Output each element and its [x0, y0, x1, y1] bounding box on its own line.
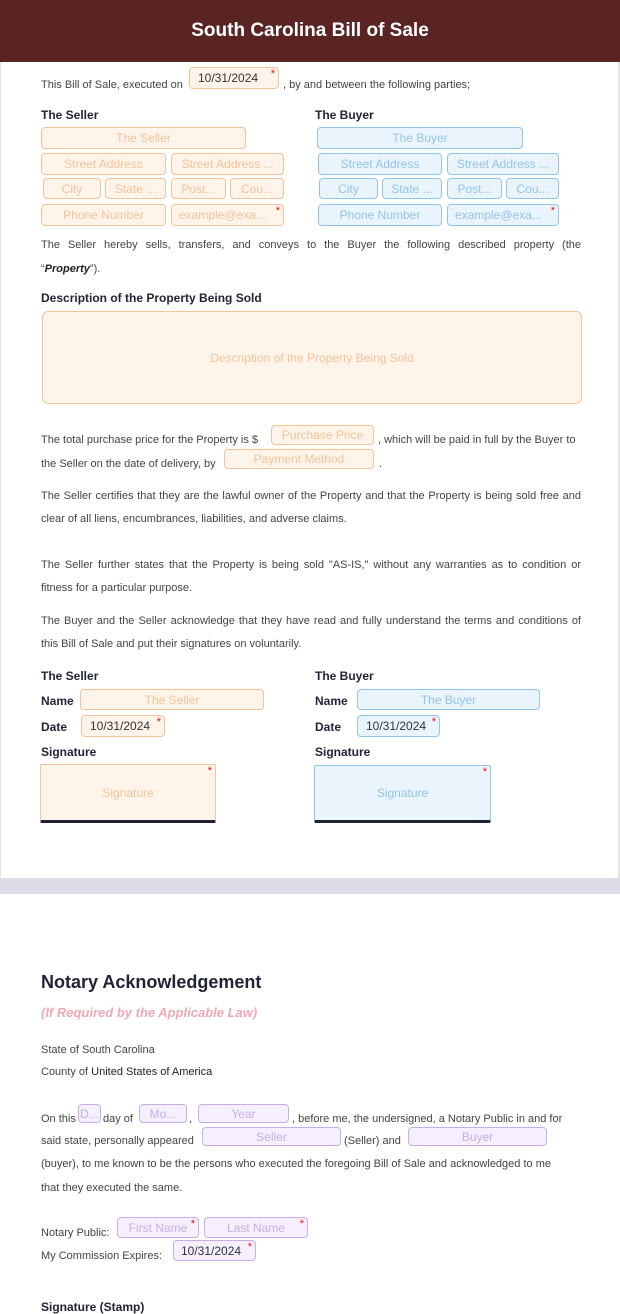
before-me-text: , before me, the undersigned, a Notary Public in and for — [292, 1113, 563, 1125]
buyer-postal-field[interactable]: Post... — [447, 178, 502, 199]
first-name-placeholder: First Name — [128, 1220, 188, 1235]
price-line-prefix: The total purchase price for the Property is $ — [41, 434, 259, 446]
notary-title: Notary Acknowledgement — [41, 972, 262, 992]
notary-subtitle: (If Required by the Applicable Law) — [41, 1005, 258, 1020]
seller-date-value: 10/31/2024 — [90, 719, 151, 733]
required-mark: * — [207, 765, 212, 777]
same-line: that they executed the same. — [41, 1182, 183, 1194]
day-of-text: day of — [103, 1113, 133, 1125]
required-mark: * — [550, 205, 555, 217]
delivery-line-prefix: the Seller on the date of delivery, by — [41, 458, 216, 470]
seller-street-address2-field[interactable]: Street Address ... — [171, 153, 284, 175]
last-name-placeholder: Last Name — [226, 1220, 286, 1235]
seller-country-field[interactable]: Cou... — [230, 178, 284, 199]
required-mark: * — [431, 716, 436, 728]
required-mark: * — [275, 205, 280, 217]
as-is-paragraph: The Seller further states that the Property is being sold "AS-IS," without any warranties as to condition or fitness for a particular purpose. — [41, 559, 581, 594]
buyer-signature-pad[interactable] — [314, 765, 491, 823]
buyer-country-field[interactable]: Cou... — [506, 178, 559, 199]
seller-city-field[interactable]: City — [43, 178, 101, 199]
county-value: United States of America — [91, 1066, 213, 1078]
purchase-price-field[interactable]: Purchase Price — [271, 425, 374, 445]
commission-label: My Commission Expires: — [41, 1250, 163, 1262]
buyer-date-label: Date — [315, 720, 342, 734]
buyer-date-value: 10/31/2024 — [366, 719, 427, 733]
buyer-name-label: Name — [315, 694, 348, 708]
acknowledge-paragraph: The Buyer and the Seller acknowledge that they have read and fully understand the terms and conditions of this Bill of Sale and put their signatures on voluntarily. — [41, 615, 581, 650]
property-term: Property — [44, 263, 90, 275]
notary-public-label: Notary Public: — [41, 1227, 110, 1239]
form-title: South Carolina Bill of Sale — [191, 20, 429, 41]
buyer-street-address-field[interactable]: Street Address — [318, 153, 442, 175]
buyer-heading: The Buyer — [315, 108, 374, 122]
buyer-name-field[interactable]: The Buyer — [317, 127, 523, 149]
conveys-quote-close: ”). — [89, 263, 101, 275]
intro-suffix: , by and between the following parties; — [283, 79, 471, 91]
property-description-heading: Description of the Property Being Sold — [41, 291, 262, 305]
required-mark: * — [482, 766, 487, 778]
seller-email-field[interactable] — [171, 204, 284, 226]
price-line-suffix: , which will be paid in full by the Buyer to — [378, 434, 576, 446]
seller-signature-placeholder: Signature — [102, 785, 154, 800]
buyer-street-address2-field[interactable]: Street Address ... — [447, 153, 559, 175]
notary-state-line: State of South Carolina — [41, 1044, 155, 1056]
stamp-label: Signature (Stamp) — [41, 1300, 145, 1314]
seller-postal-field[interactable]: Post... — [171, 178, 226, 199]
certify-paragraph: The Seller certifies that they are the lawful owner of the Property and that the Property is being sold free and clear of all liens, encumbrances, liabilities, and adverse claims. — [41, 490, 581, 525]
intro-prefix: This Bill of Sale, executed on — [41, 79, 183, 91]
payment-method-field[interactable]: Payment Method — [224, 449, 374, 469]
seller-signature-pad[interactable] — [40, 764, 216, 823]
notary-county-line — [41, 1066, 212, 1078]
seller-street-address-field[interactable]: Street Address — [41, 153, 166, 175]
appeared-text: said state, personally appeared — [41, 1135, 194, 1147]
signoff-buyer-heading: The Buyer — [315, 669, 374, 683]
buyer-phone-field[interactable]: Phone Number — [318, 204, 442, 226]
conveys-line-1: The Seller hereby sells, transfers, and conveys to the Buyer the following described property (the — [41, 239, 581, 251]
conveys-quote-open: “ — [41, 263, 45, 275]
buyer-state-field[interactable]: State ... — [382, 178, 442, 199]
property-description-textarea[interactable]: Description of the Property Being Sold — [42, 311, 582, 404]
signoff-buyer-name-field[interactable]: The Buyer — [357, 689, 540, 710]
notary-day-field[interactable]: D... — [78, 1104, 101, 1123]
required-mark: * — [156, 716, 161, 728]
seller-and-text: (Seller) and — [344, 1135, 401, 1147]
county-prefix: County of — [41, 1066, 89, 1078]
month-comma: , — [189, 1113, 193, 1125]
notary-year-field[interactable]: Year — [198, 1104, 289, 1123]
seller-date-label: Date — [41, 720, 68, 734]
buyer-date-field[interactable] — [357, 715, 440, 737]
seller-date-field[interactable] — [81, 715, 165, 737]
signoff-seller-heading: The Seller — [41, 669, 99, 683]
buyer-signature-placeholder: Signature — [376, 786, 429, 800]
seller-email-placeholder: example@exa... — [179, 208, 266, 222]
seller-phone-field[interactable]: Phone Number — [41, 204, 166, 226]
buyer-email-placeholder: example@exa... — [455, 208, 542, 222]
buyer-email-field[interactable] — [447, 204, 559, 226]
delivery-line-suffix: . — [379, 458, 383, 470]
page-separator — [0, 878, 620, 894]
buyer-city-field[interactable]: City — [319, 178, 378, 199]
signoff-seller-name-field[interactable]: The Seller — [80, 689, 264, 710]
seller-state-field[interactable]: State ... — [105, 178, 166, 199]
known-line: (buyer), to me known to be the persons who executed the foregoing Bill of Sale and acknowledged to me — [41, 1158, 551, 1170]
seller-signature-label: Signature — [41, 745, 97, 759]
notary-seller-field[interactable]: Seller — [202, 1127, 341, 1146]
required-mark: * — [190, 1218, 195, 1230]
execution-date-value: 10/31/2024 — [198, 71, 259, 85]
notary-buyer-field[interactable]: Buyer — [408, 1127, 547, 1146]
notary-first-name-field[interactable] — [117, 1217, 199, 1238]
buyer-signature-label: Signature — [315, 745, 371, 759]
required-mark: * — [247, 1241, 252, 1253]
seller-name-label: Name — [41, 694, 74, 708]
notary-month-field[interactable]: Mo... — [139, 1104, 187, 1123]
commission-date-field[interactable] — [173, 1240, 256, 1261]
commission-date-value: 10/31/2024 — [181, 1243, 242, 1258]
required-mark: * — [270, 68, 275, 80]
seller-heading: The Seller — [41, 108, 99, 122]
page-border-left — [0, 62, 1, 878]
notary-last-name-field[interactable] — [204, 1217, 308, 1238]
required-mark: * — [299, 1218, 304, 1230]
execution-date-field[interactable] — [189, 67, 279, 89]
conveys-line-2 — [41, 263, 100, 275]
on-this-text: On this — [41, 1113, 76, 1125]
seller-name-field[interactable]: The Seller — [41, 127, 246, 149]
